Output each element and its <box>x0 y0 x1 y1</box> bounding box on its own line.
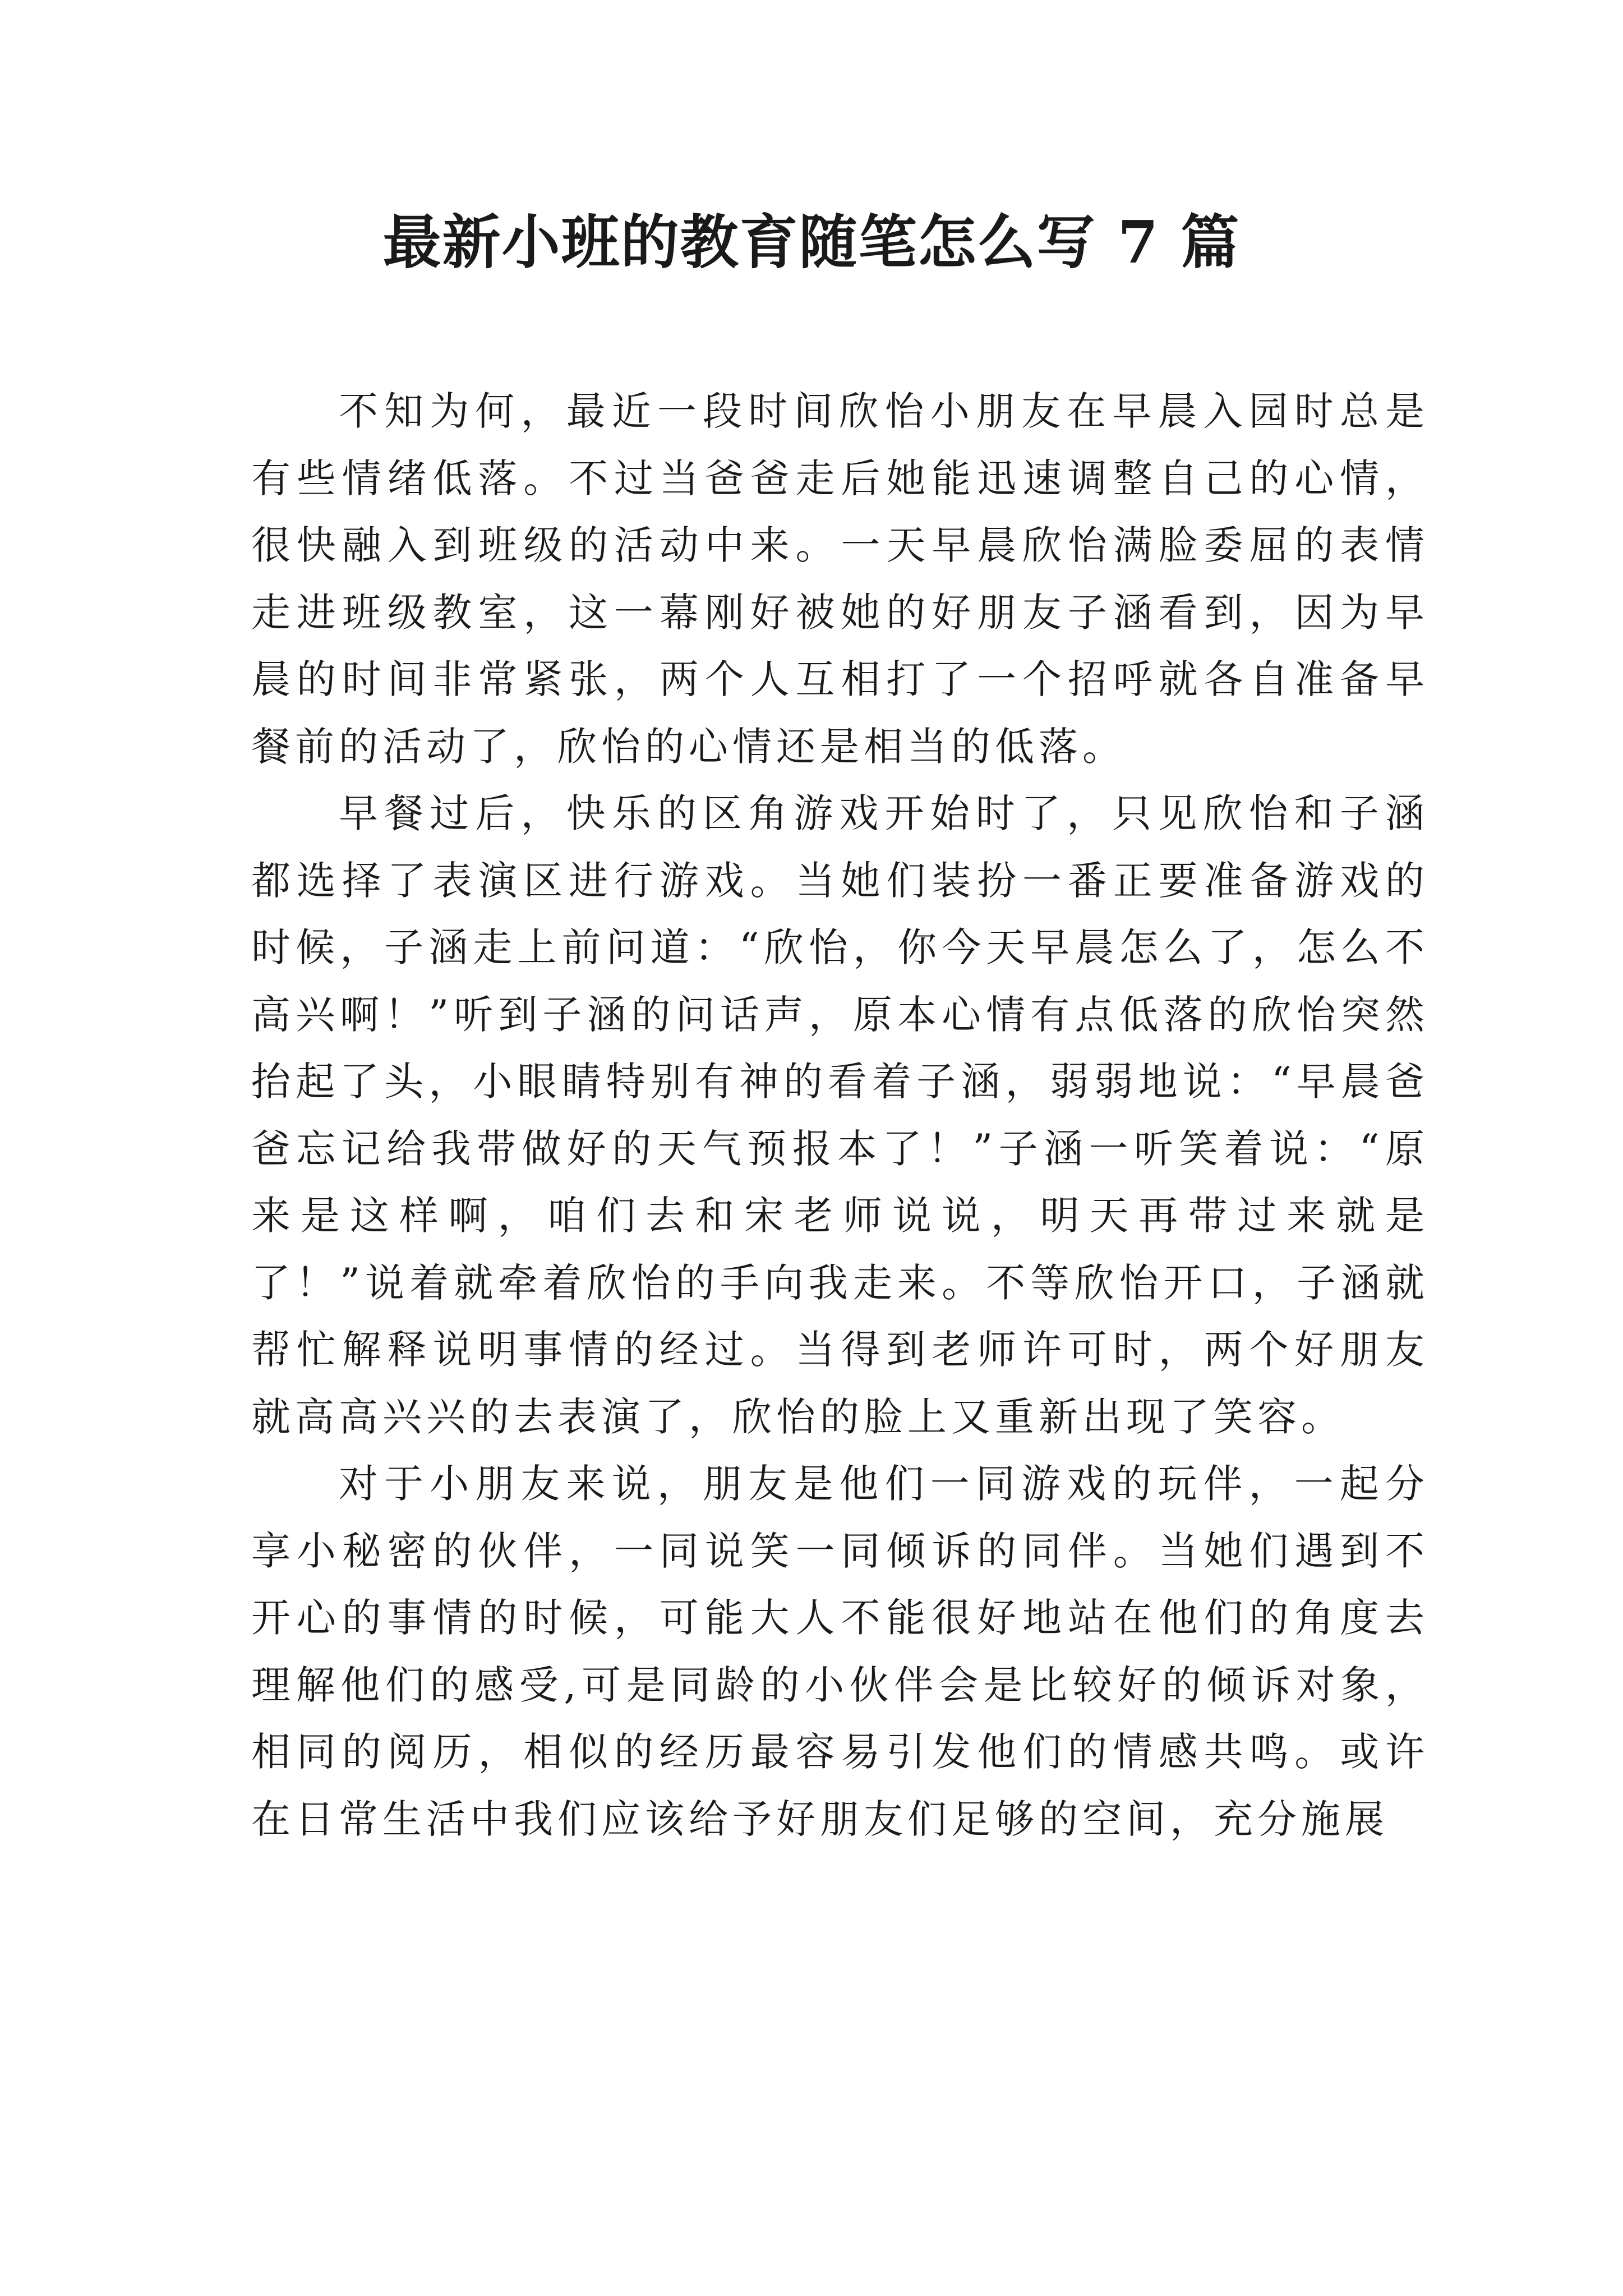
paragraph-1: 不知为何，最近一段时间欣怡小朋友在早晨入园时总是有些情绪低落。不过当爸爸走后她能迅速调整自己的心情，很快融入到班级的活动中来。一天早晨欣怡满脸委屈的表情走进班级教室，这一幕刚好被她的好朋友子涵看到，因为早晨的时间非常紧张，两个人互相打了一个招呼就各自准备早餐前的活动了，欣怡的心情还是相当的低落。 <box>251 388 1429 770</box>
page-title: 最新小班的教育随笔怎么写 7 篇 <box>382 208 1241 277</box>
paragraph-2: 早餐过后，快乐的区角游戏开始时了，只见欣怡和子涵都选择了表演区进行游戏。当她们装扮一番正要准备游戏的时候，子涵走上前问道：“欣怡，你今天早晨怎么了，怎么不高兴啊！”听到子涵的问话声，原本心情有点低落的欣怡突然抬起了头，小眼睛特别有神的看着子涵，弱弱地说：“早晨爸爸忘记给我带做好的天气预报本了！”子涵一听笑着说：“原来是这样啊，咱们去和宋老师说说，明天再带过来就是了！”说着就牵着欣怡的手向我走来。不等欣怡开口，子涵就帮忙解释说明事情的经过。当得到老师许可时，两个好朋友就高高兴兴的去表演了，欣怡的脸上又重新出现了笑容。 <box>251 790 1429 1440</box>
paragraph-3: 对于小朋友来说，朋友是他们一同游戏的玩伴，一起分享小秘密的伙伴，一同说笑一同倾诉的同伴。当她们遇到不开心的事情的时候，可能大人不能很好地站在他们的角度去理解他们的感受,可是同龄的小伙伴会是比较好的倾诉对象，相同的阅历，相似的经历最容易引发他们的情感共鸣。或许在日常生活中我们应该给予好朋友们足够的空间，充分施展 <box>251 1461 1429 1842</box>
document-body <box>251 378 1429 1853</box>
